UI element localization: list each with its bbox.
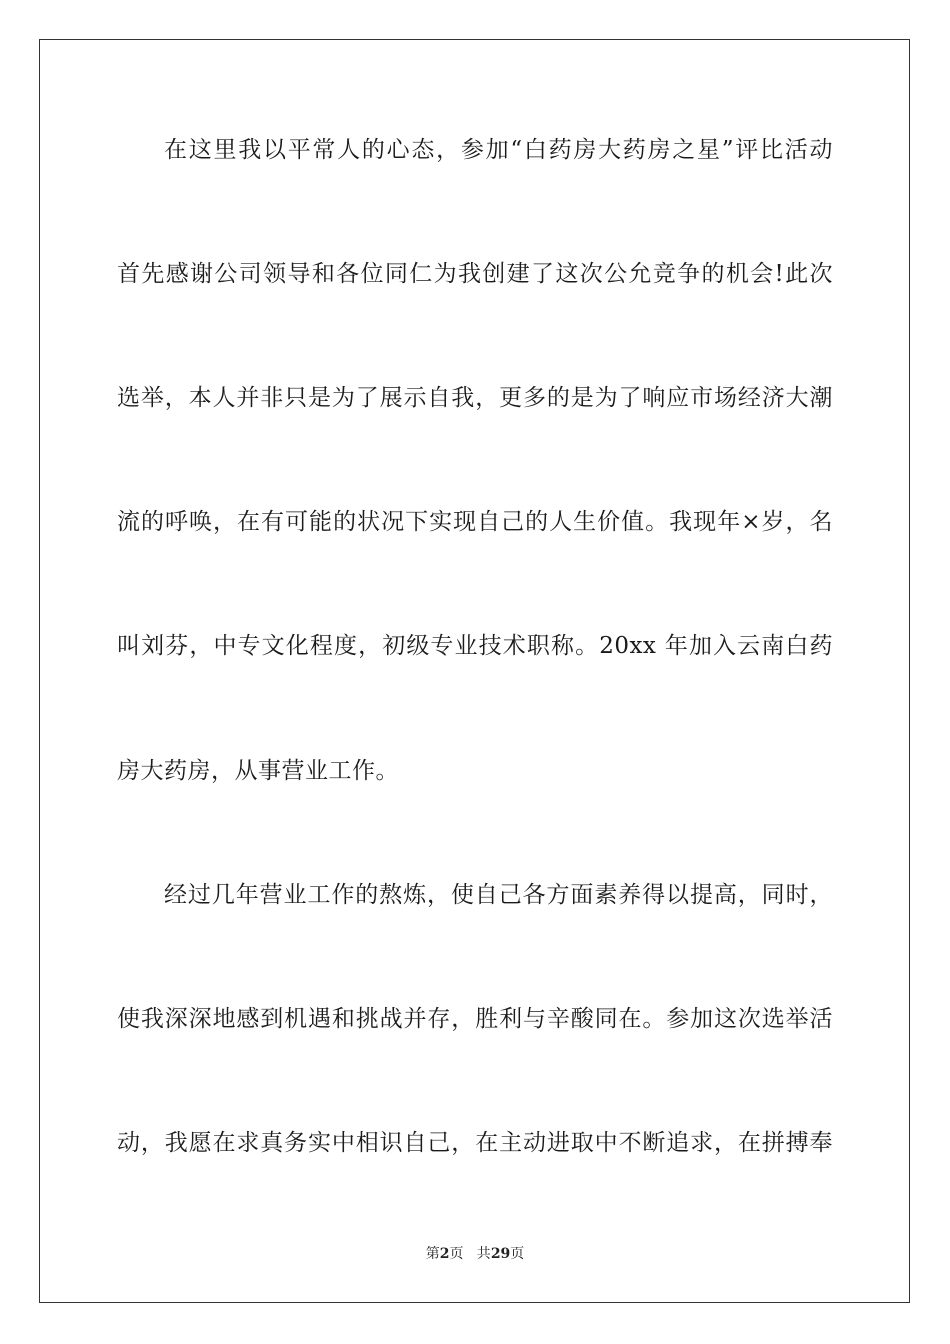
paragraph-1-line-2: 首先感谢公司领导和各位同仁为我创建了这次公允竞争的机会!此次 [117, 261, 833, 287]
paragraph-1-line-4: 流的呼唤，在有可能的状况下实现自己的人生价值。我现年×岁，名 [117, 509, 833, 535]
paragraph-1-line-5: 叫刘芬，中专文化程度，初级专业技术职称。20xx 年加入云南白药 [117, 633, 833, 659]
page-mid-text: 页 共 [449, 1246, 491, 1262]
total-page-count: 29 [490, 1246, 511, 1262]
paragraph-2-line-2: 使我深深地感到机遇和挑战并存，胜利与辛酸同在。参加这次选举活 [117, 1006, 833, 1032]
page-border [39, 39, 910, 1303]
paragraph-2-line-3: 动，我愿在求真务实中相识自己，在主动进取中不断追求，在拼搏奉 [117, 1130, 833, 1156]
paragraph-1-line-6: 房大药房，从事营业工作。 [117, 758, 399, 784]
page-prefix: 第 [425, 1246, 440, 1262]
page-number-footer [0, 1244, 950, 1264]
current-page-number: 2 [439, 1246, 450, 1262]
page-suffix: 页 [510, 1246, 525, 1262]
paragraph-1-line-1: 在这里我以平常人的心态，参加“白药房大药房之星”评比活动 [164, 137, 833, 163]
paragraph-2-line-1: 经过几年营业工作的熬炼，使自己各方面素养得以提高，同时， [164, 882, 833, 908]
paragraph-1-line-3: 选举，本人并非只是为了展示自我，更多的是为了响应市场经济大潮 [117, 385, 833, 411]
